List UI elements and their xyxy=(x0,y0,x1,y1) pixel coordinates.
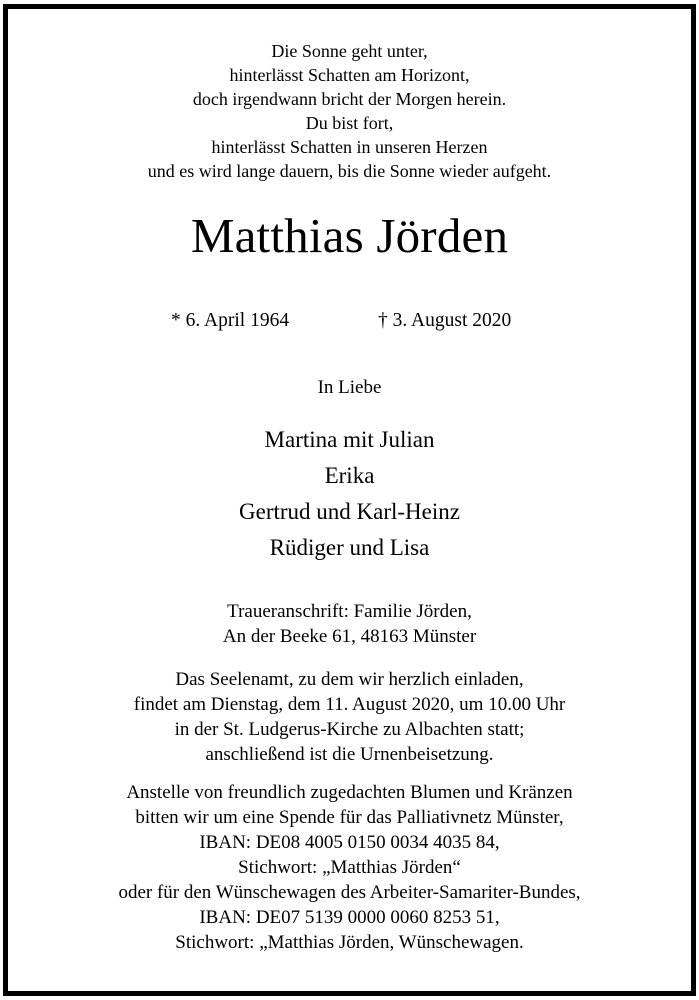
service-line: Das Seelenamt, zu dem wir herzlich einladen, xyxy=(175,669,524,690)
poem-line: hinterlässt Schatten in unseren Herzen xyxy=(211,137,488,157)
mourner: Erika xyxy=(324,463,375,488)
service-line: findet am Dienstag, dem 11. August 2020, um 10.00 Uhr xyxy=(133,694,566,715)
birth-date: * 6. April 1964 xyxy=(171,310,290,331)
donation-line: oder für den Wünschewagen des Arbeiter-Samariter-Bundes, xyxy=(118,882,581,903)
donation-line: Anstelle von freundlich zugedachten Blumen und Kränzen xyxy=(126,782,573,803)
poem-line: hinterlässt Schatten am Horizont, xyxy=(229,65,470,85)
donation-line: Stichwort: „Matthias Jörden, Wünschewagen. xyxy=(175,932,524,953)
service-line: anschließend ist die Urnenbeisetzung. xyxy=(205,744,494,765)
obituary-notice xyxy=(3,4,696,996)
poem-line: doch irgendwann bricht der Morgen herein. xyxy=(192,89,507,109)
poem-line: und es wird lange dauern, bis die Sonne wieder aufgeht. xyxy=(147,161,552,181)
address-line: An der Beeke 61, 48163 Münster xyxy=(222,626,477,647)
service-line: in der St. Ludgerus-Kirche zu Albachten statt; xyxy=(174,719,525,740)
mourner: Gertrud und Karl-Heinz xyxy=(239,499,460,524)
death-date: † 3. August 2020 xyxy=(378,310,512,331)
poem-line: Du bist fort, xyxy=(305,113,394,133)
mourner: Rüdiger und Lisa xyxy=(269,535,430,560)
donation-line: Stichwort: „Matthias Jörden“ xyxy=(238,857,461,878)
mourner: Martina mit Julian xyxy=(264,427,435,452)
donation-line: IBAN: DE07 5139 0000 0060 8253 51, xyxy=(199,907,500,928)
poem-line: Die Sonne geht unter, xyxy=(271,41,428,61)
in-love-text: In Liebe xyxy=(317,377,382,398)
deceased-name: Matthias Jörden xyxy=(190,208,509,263)
address-line: Traueranschrift: Familie Jörden, xyxy=(227,601,472,622)
life-dates xyxy=(8,310,691,336)
donation-line: IBAN: DE08 4005 0150 0034 4035 84, xyxy=(199,832,500,853)
donation-line: bitten wir um eine Spende für das Palliativnetz Münster, xyxy=(135,807,564,828)
